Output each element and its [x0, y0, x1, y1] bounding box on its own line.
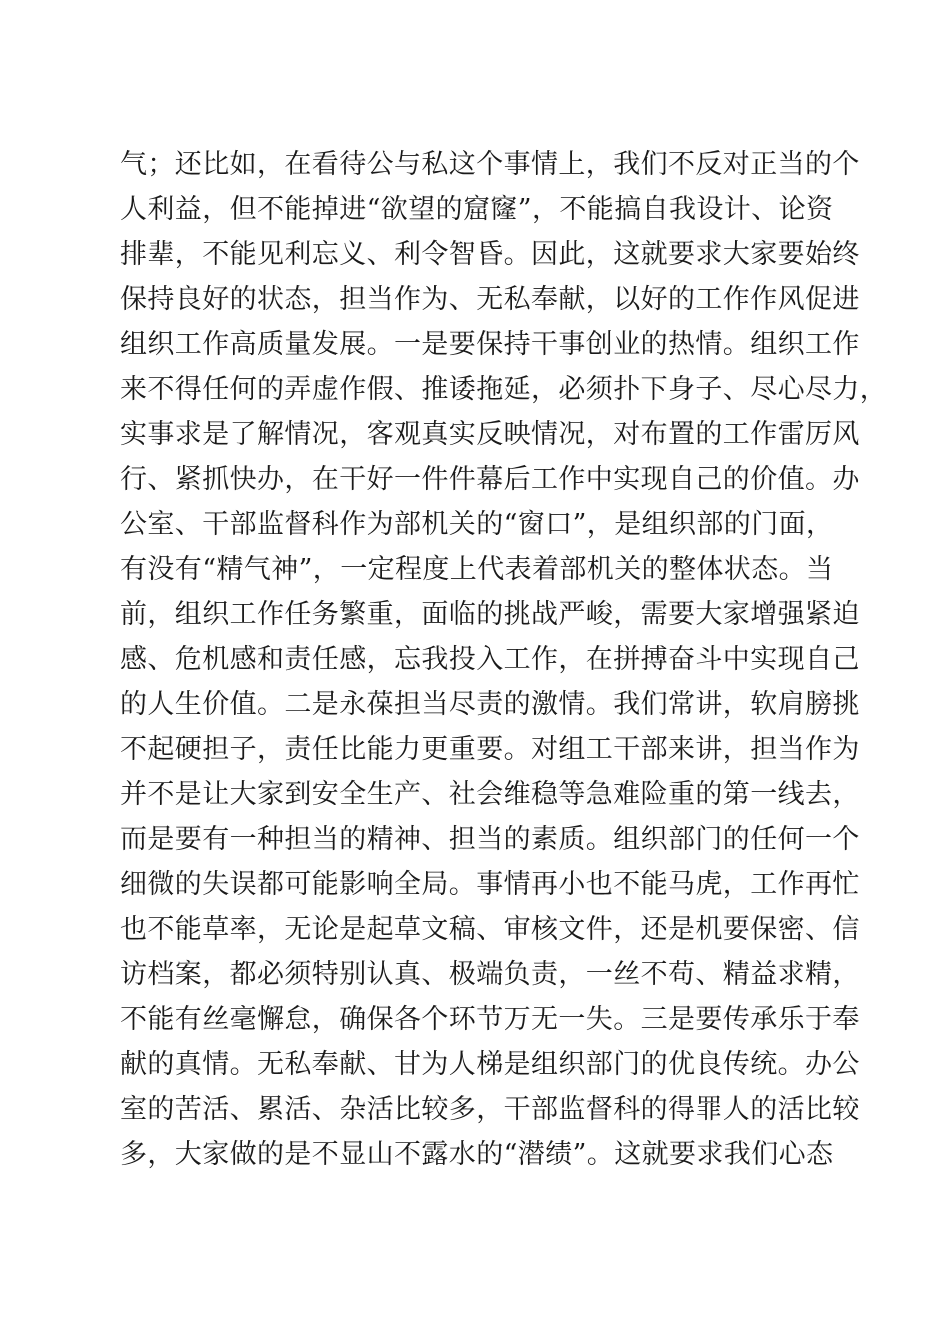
text-line: 有没有“精气神”，一定程度上代表着部机关的整体状态。当 [120, 554, 834, 585]
text-line: 组织工作高质量发展。一是要保持干事创业的热情。组织工作 [120, 329, 860, 360]
text-line: 行、紧抓快办，在干好一件件幕后工作中实现自己的价值。办 [120, 464, 860, 495]
text-line: 前，组织工作任务繁重，面临的挑战严峻，需要大家增强紧迫 [120, 599, 860, 630]
text-line: 室的苦活、累活、杂活比较多，干部监督科的得罪人的活比较 [120, 1094, 860, 1125]
text-line: 献的真情。无私奉献、甘为人梯是组织部门的优良传统。办公 [120, 1049, 860, 1080]
text-line: 访档案，都必须特别认真、极端负责，一丝不苟、精益求精， [120, 959, 860, 990]
text-line: 不起硬担子，责任比能力更重要。对组工干部来讲，担当作为 [120, 734, 860, 765]
text-line: 实事求是了解情况，客观真实反映情况，对布置的工作雷厉风 [120, 419, 860, 450]
text-line: 感、危机感和责任感，忘我投入工作，在拼搏奋斗中实现自己 [120, 644, 860, 675]
text-line: 并不是让大家到安全生产、社会维稳等急难险重的第一线去， [120, 779, 860, 810]
text-line: 不能有丝毫懈怠，确保各个环节万无一失。三是要传承乐于奉 [120, 1004, 860, 1035]
body-text [120, 142, 888, 1177]
text-line: 也不能草率，无论是起草文稿、审核文件，还是机要保密、信 [120, 914, 860, 945]
text-line: 气；还比如，在看待公与私这个事情上，我们不反对正当的个 [120, 149, 860, 180]
text-line: 人利益，但不能掉进“欲望的窟窿”，不能搞自我设计、论资 [120, 194, 834, 225]
text-line: 的人生价值。二是永葆担当尽责的激情。我们常讲，软肩膀挑 [120, 689, 860, 720]
text-line: 细微的失误都可能影响全局。事情再小也不能马虎，工作再忙 [120, 869, 860, 900]
text-line: 保持良好的状态，担当作为、无私奉献，以好的工作作风促进 [120, 284, 860, 315]
text-line: 多，大家做的是不显山不露水的“潜绩”。这就要求我们心态 [120, 1139, 834, 1170]
text-line: 来不得任何的弄虚作假、推诿拖延，必须扑下身子、尽心尽力， [120, 374, 888, 405]
text-line: 而是要有一种担当的精神、担当的素质。组织部门的任何一个 [120, 824, 860, 855]
text-line: 公室、干部监督科作为部机关的“窗口”，是组织部的门面， [120, 509, 834, 540]
text-line: 排辈，不能见利忘义、利令智昏。因此，这就要求大家要始终 [120, 239, 860, 270]
